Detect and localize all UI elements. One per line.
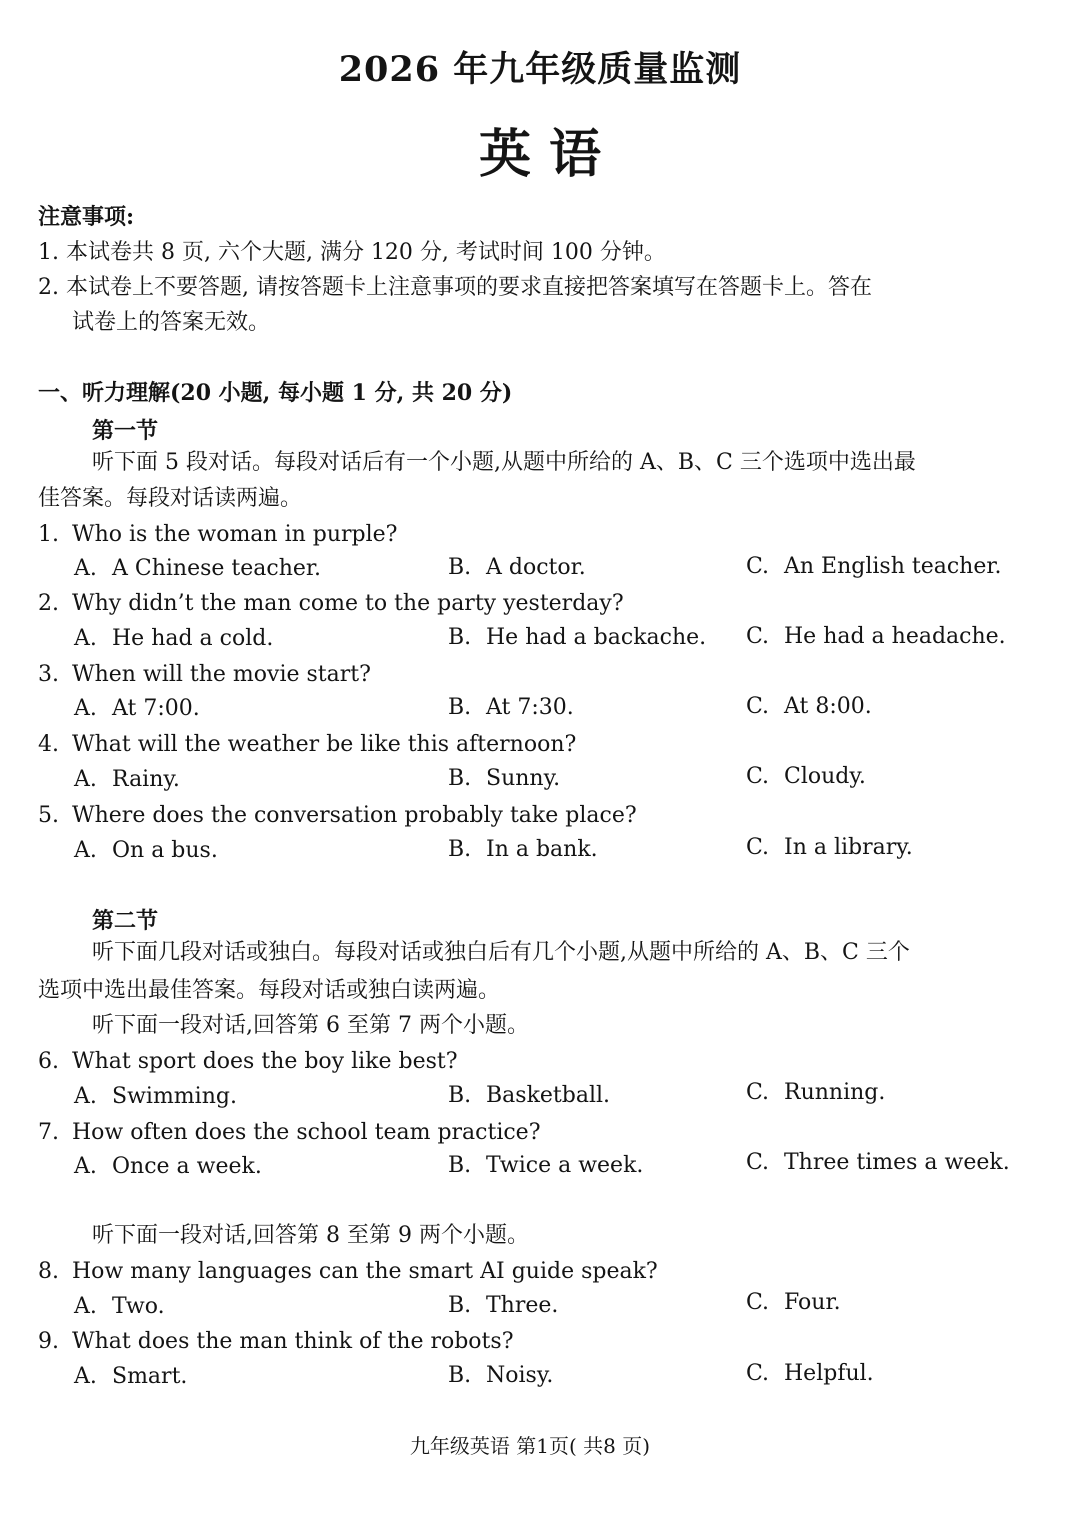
part2-instruction-line2: 选项中选出最佳答案。每段对话或独白读两遍。 xyxy=(38,978,501,1003)
part2-instruction-line1: 听下面几段对话或独白。每段对话或独白后有几个小题,从题中所给的 A、B、C 三个 xyxy=(92,940,910,965)
option-1a: A. A Chinese teacher. xyxy=(74,556,321,581)
section1-heading: 一、听力理解(20 小题, 每小题 1 分, 共 20 分) xyxy=(38,380,513,406)
option-8c: C. Four. xyxy=(746,1290,841,1315)
option-3a: A. At 7:00. xyxy=(74,696,200,721)
option-4c: C. Cloudy. xyxy=(746,764,866,789)
notes-heading: 注意事项: xyxy=(38,204,135,230)
note-item-2: 2. 本试卷上不要答题, 请按答题卡上注意事项的要求直接把答案填写在答题卡上。答在 xyxy=(38,275,872,300)
question-4: 4. What will the weather be like this afternoon? xyxy=(38,732,577,757)
part2-heading: 第二节 xyxy=(92,908,159,934)
question-1 xyxy=(38,520,397,550)
part1-instruction-line1: 听下面 5 段对话。每段对话后有一个小题,从题中所给的 A、B、C 三个选项中选出最 xyxy=(92,450,916,475)
page-footer: 九年级英语 第1页( 共8 页) xyxy=(409,1434,651,1458)
option-9a: A. Smart. xyxy=(74,1364,188,1389)
option-8b: B. Three. xyxy=(448,1293,559,1318)
option-1c: C. An English teacher. xyxy=(746,554,1002,579)
option-9c: C. Helpful. xyxy=(746,1361,874,1386)
option-9b: B. Noisy. xyxy=(448,1363,554,1388)
question-7: 7. How often does the school team practice? xyxy=(38,1120,541,1145)
option-2a: A. He had a cold. xyxy=(74,626,274,651)
question-8: 8. How many languages can the smart AI guide speak? xyxy=(38,1259,658,1284)
dialogue-intro-6-7: 听下面一段对话,回答第 6 至第 7 两个小题。 xyxy=(92,1013,529,1038)
option-5c: C. In a library. xyxy=(746,835,913,860)
option-3c: C. At 8:00. xyxy=(746,694,872,719)
part1-heading: 第一节 xyxy=(92,418,159,444)
note-item-2-continued: 试卷上的答案无效。 xyxy=(72,310,271,335)
question-6: 6. What sport does the boy like best? xyxy=(38,1049,458,1074)
question-9: 9. What does the man think of the robots? xyxy=(38,1329,514,1354)
option-8a: A. Two. xyxy=(74,1294,165,1319)
option-7b: B. Twice a week. xyxy=(448,1153,644,1178)
dialogue-intro-8-9: 听下面一段对话,回答第 8 至第 9 两个小题。 xyxy=(92,1223,529,1248)
option-1b: B. A doctor. xyxy=(448,555,586,580)
option-6b: B. Basketball. xyxy=(448,1083,611,1108)
option-3b: B. At 7:30. xyxy=(448,695,574,720)
question-number: 1. xyxy=(38,522,59,547)
option-7a: A. Once a week. xyxy=(74,1154,262,1179)
option-2c: C. He had a headache. xyxy=(746,624,1006,649)
option-4b: B. Sunny. xyxy=(448,766,561,791)
question-3: 3. When will the movie start? xyxy=(38,662,371,687)
option-6a: A. Swimming. xyxy=(74,1084,237,1109)
question-text: Who is the woman in purple? xyxy=(72,522,398,547)
option-5b: B. In a bank. xyxy=(448,837,598,862)
option-4a: A. Rainy. xyxy=(74,767,180,792)
option-6c: C. Running. xyxy=(746,1080,886,1105)
option-5a: A. On a bus. xyxy=(74,838,218,863)
note-item-1: 1. 本试卷共 8 页, 六个大题, 满分 120 分, 考试时间 100 分钟。 xyxy=(38,240,666,265)
option-7c: C. Three times a week. xyxy=(746,1150,1010,1175)
exam-title: 2026 年九年级质量监测 xyxy=(338,49,742,90)
question-5: 5. Where does the conversation probably take place? xyxy=(38,803,637,828)
option-2b: B. He had a backache. xyxy=(448,625,707,650)
subject-title: 英 语 xyxy=(478,124,602,185)
part1-instruction-line2: 佳答案。每段对话读两遍。 xyxy=(38,486,303,511)
question-2: 2. Why didn’t the man come to the party yesterday? xyxy=(38,591,624,616)
